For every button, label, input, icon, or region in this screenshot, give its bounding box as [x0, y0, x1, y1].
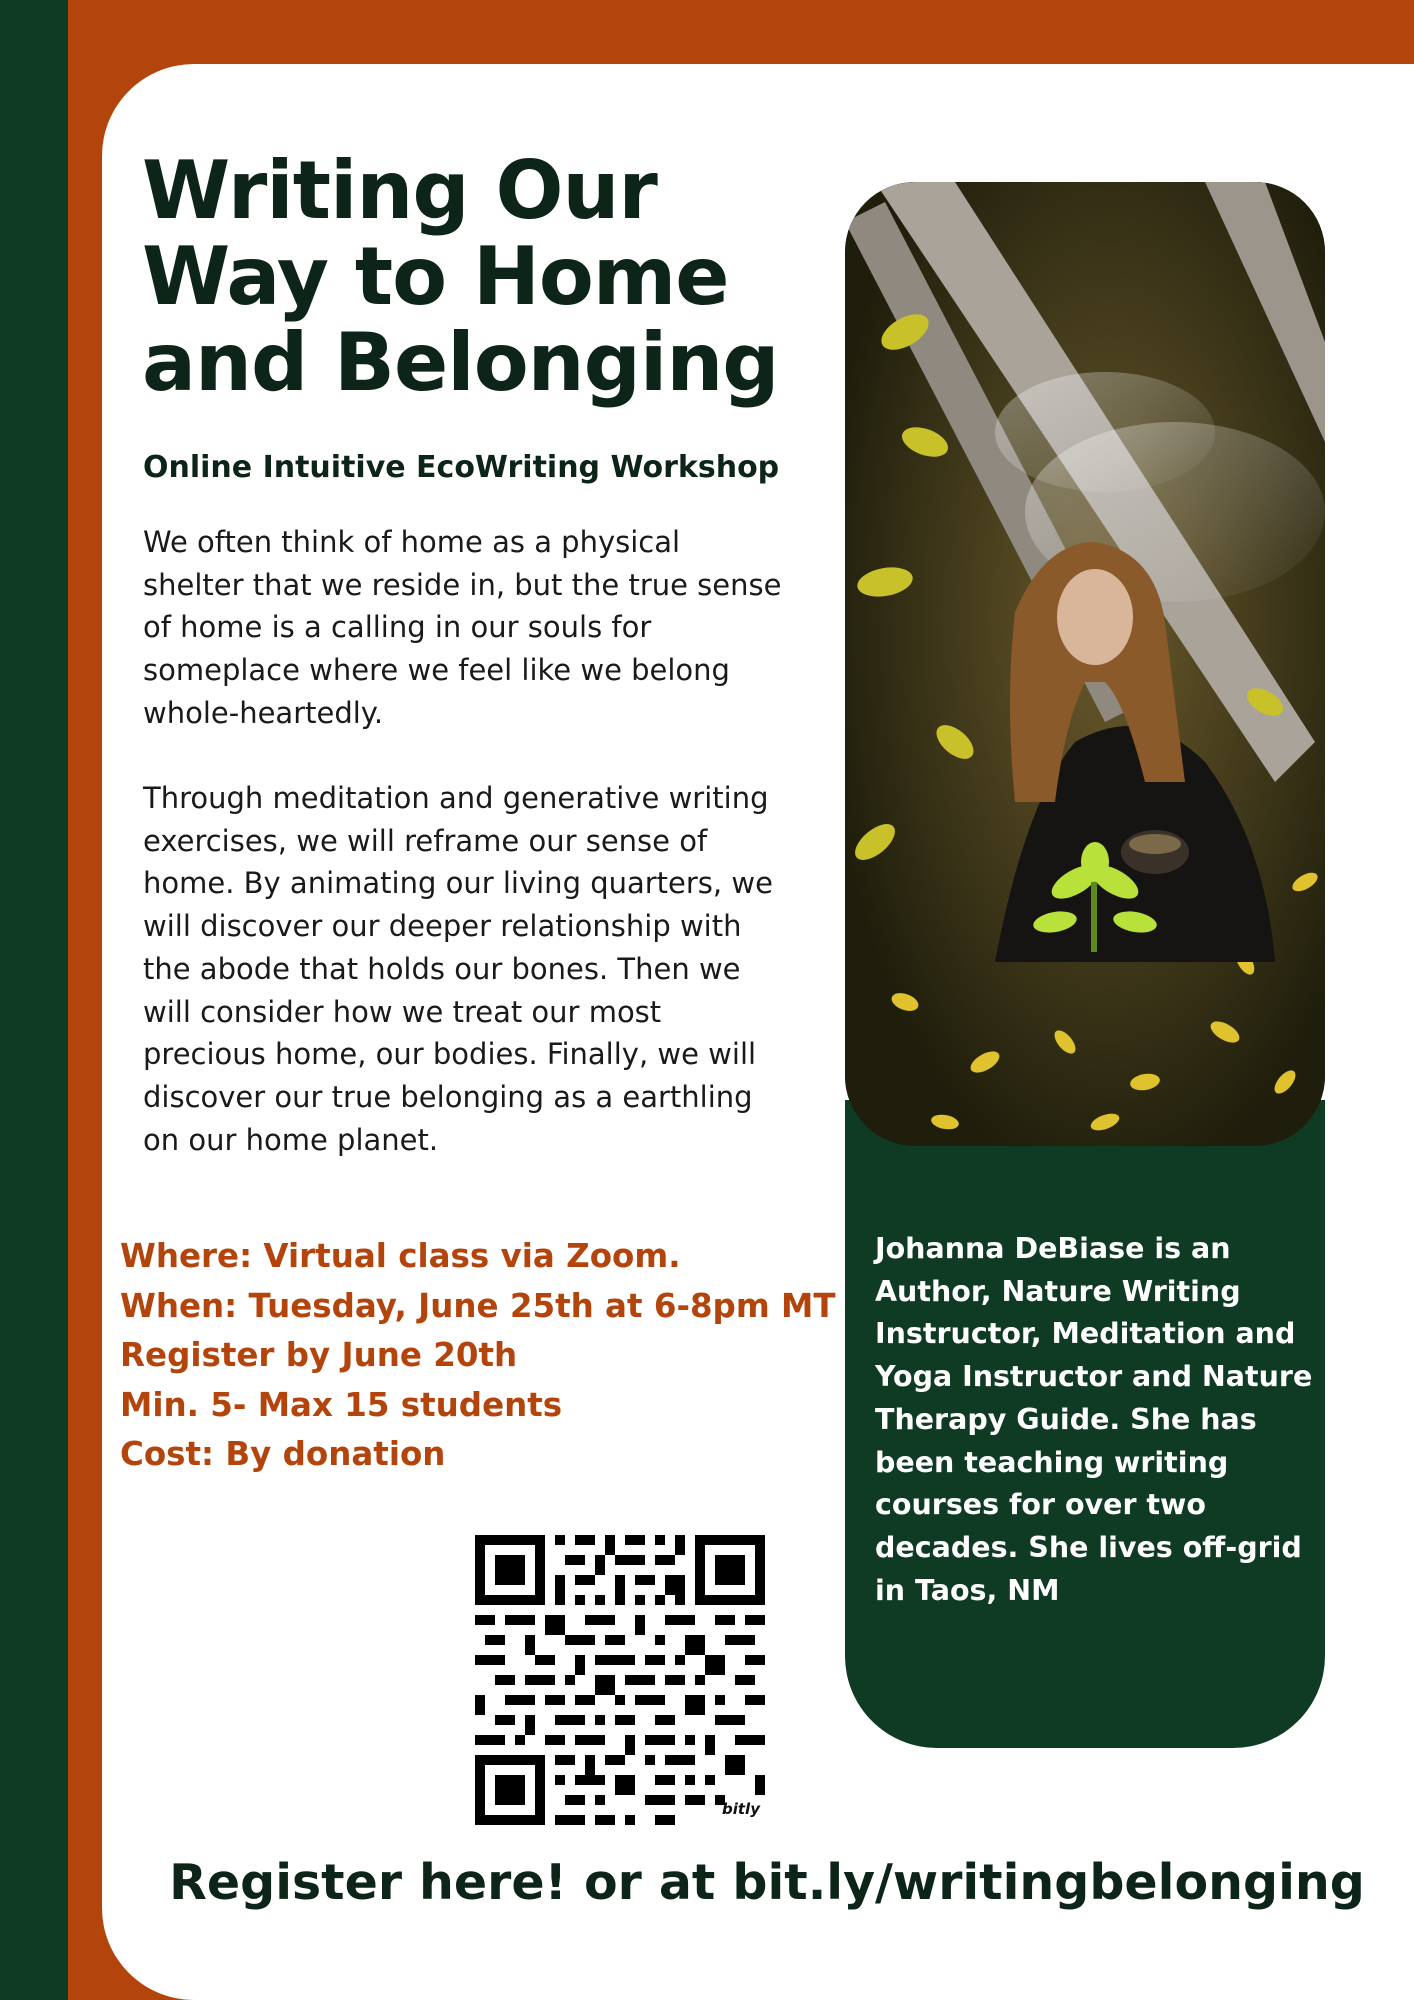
description-paragraph: Through meditation and generative writing exercises, we will reframe our sense of home. By animating our living quarters, we will discover our deeper relationship with the abode that holds our bones. Then we will consider how we treat our most precious home, our bodies. Finally, we will discover our true belonging as a earthling on our home planet.: [143, 781, 773, 1157]
page-title: [142, 144, 782, 409]
detail-where: Where: Virtual class via Zoom.: [120, 1237, 681, 1275]
title-line-2: Way to Home: [142, 230, 729, 323]
instructor-photo: [845, 182, 1325, 1146]
event-details: [120, 1232, 840, 1480]
register-link[interactable]: Register here! or at bit.ly/writingbelonging: [169, 1854, 1365, 1911]
qr-code-icon[interactable]: [475, 1535, 765, 1825]
detail-cost: Cost: By donation: [120, 1435, 446, 1473]
instructor-bio: Johanna DeBiase is an Author, Nature Writing Instructor, Meditation and Yoga Instructor and Nature Therapy Guide. She has been teaching writing courses for over two decades. She lives off-grid in Taos, NM: [875, 1232, 1313, 1607]
detail-register-by: Register by June 20th: [120, 1336, 518, 1374]
qr-brand-label: bitly: [722, 1800, 760, 1818]
title-line-3: and Belonging: [142, 316, 779, 409]
intro-paragraph: We often think of home as a physical shelter that we reside in, but the true sense of home is a calling in our souls for someplace where we feel like we belong whole-heartedly.: [143, 525, 782, 730]
detail-when: When: Tuesday, June 25th at 6-8pm MT: [120, 1286, 836, 1325]
left-green-strip: [0, 0, 68, 2000]
workshop-subtitle: Online Intuitive EcoWriting Workshop: [143, 450, 780, 485]
detail-capacity: Min. 5- Max 15 students: [120, 1385, 563, 1424]
title-line-1: Writing Our: [142, 144, 657, 237]
